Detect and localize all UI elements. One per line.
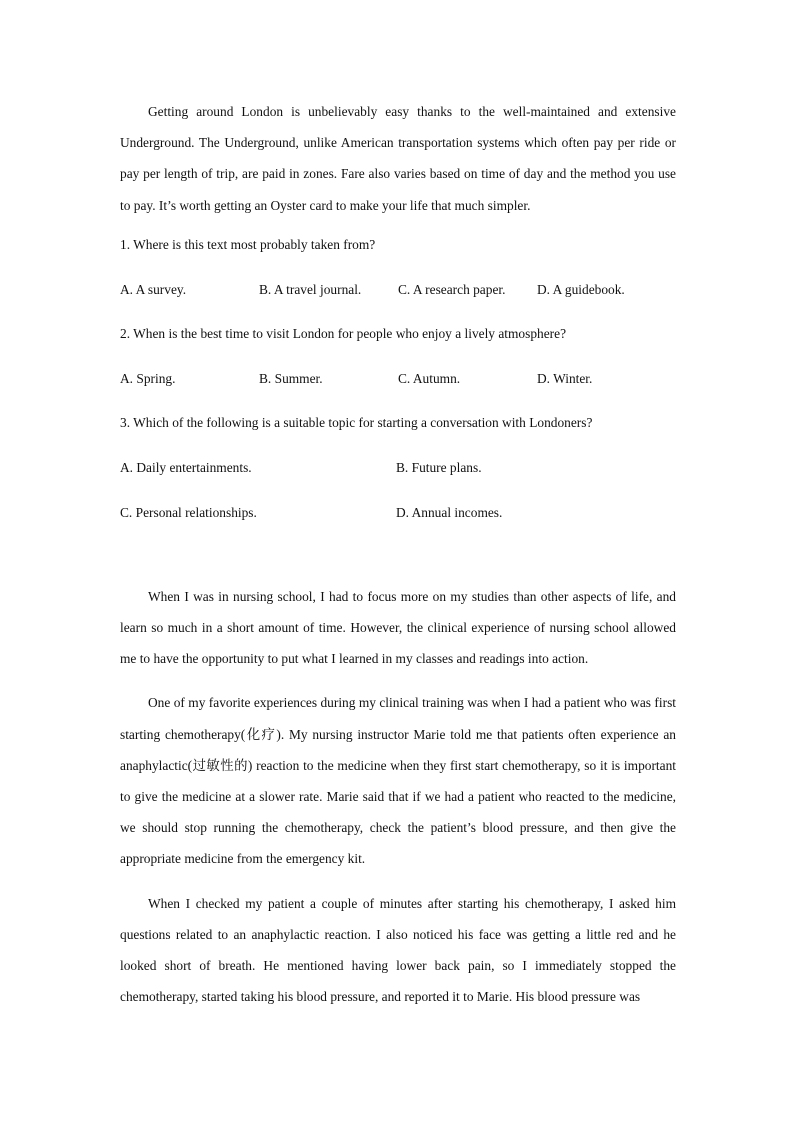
option-d: D. Winter. xyxy=(537,370,593,386)
question-3-options-row-1 xyxy=(120,458,676,478)
option-a: A. A survey. xyxy=(120,281,187,297)
option-d: D. A guidebook. xyxy=(537,281,625,297)
question-1-stem: 1. Where is this text most probably taken from? xyxy=(120,236,376,252)
option-b: B. Future plans. xyxy=(396,459,482,475)
question-3-options-row-2 xyxy=(120,503,676,523)
option-a: A. Daily entertainments. xyxy=(120,459,252,475)
passage-1-paragraph: Getting around London is unbelievably easy thanks to the well-maintained and extensive Underground. The Underground, unlike American transportation systems which often pay per ride or pay per length of trip, are paid in zones. Fare also varies based on time of day and the method you use to pay. It’s worth getting an Oyster card to make your life that much simpler. xyxy=(120,104,676,213)
passage-2-paragraph-1: When I was in nursing school, I had to focus more on my studies than other aspects of life, and learn so much in a short amount of time. However, the clinical experience of nursing school allowed me to have the opportunity to put what I learned in my classes and readings into action. xyxy=(120,588,676,667)
option-a: A. Spring. xyxy=(120,370,176,386)
question-2-options xyxy=(120,369,676,389)
option-b: B. A travel journal. xyxy=(259,281,362,297)
question-1-options xyxy=(120,280,676,300)
question-2-stem: 2. When is the best time to visit London for people who enjoy a lively atmosphere? xyxy=(120,325,567,341)
document-page xyxy=(120,96,676,1012)
question-3-stem: 3. Which of the following is a suitable topic for starting a conversation with Londoners? xyxy=(120,414,593,430)
option-b: B. Summer. xyxy=(259,370,323,386)
option-d: D. Annual incomes. xyxy=(396,504,503,520)
option-c: C. A research paper. xyxy=(398,281,506,297)
passage-2-paragraph-2: One of my favorite experiences during my clinical training was when I had a patient who was first starting chemotherapy(化疗). My nursing instructor Marie told me that patients often experience an anaphylactic(过敏性的) reaction to the medicine when they first start chemotherapy, so it is important to give the medicine at a slower rate. Marie said that if we had a patient who reacted to the medicine, we should stop running the chemotherapy, check the patient’s blood pressure, and then give the appropriate medicine from the emergency kit. xyxy=(120,695,676,867)
option-c: C. Personal relationships. xyxy=(120,504,257,520)
passage-2-paragraph-3: When I checked my patient a couple of minutes after starting his chemotherapy, I asked him questions related to an anaphylactic reaction. I also noticed his face was getting a little red and he looked short of breath. He mentioned having lower back pain, so I immediately stopped the chemotherapy, started taking his blood pressure, and reported it to Marie. His blood pressure was xyxy=(120,895,676,1005)
option-c: C. Autumn. xyxy=(398,370,461,386)
